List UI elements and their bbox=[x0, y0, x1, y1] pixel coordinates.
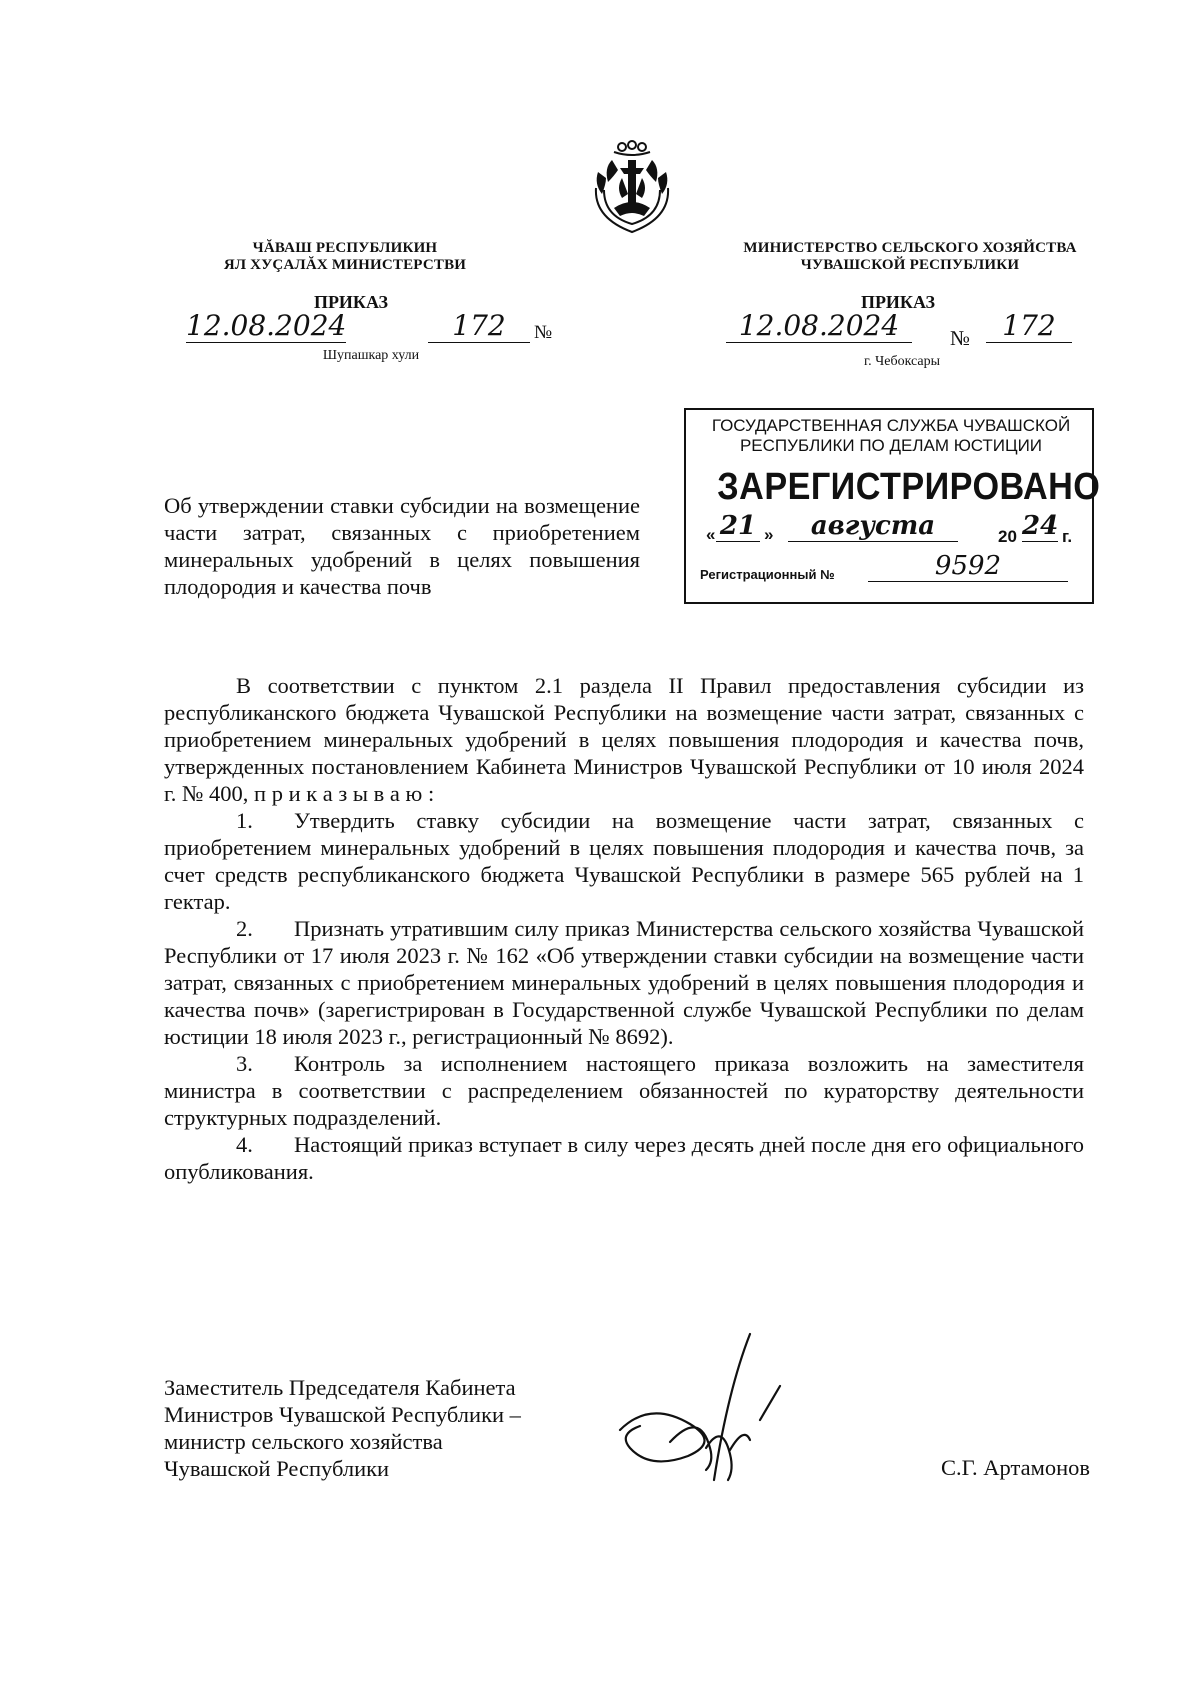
order-item-number: 4. bbox=[236, 1132, 253, 1157]
stamp-year-prefix: 20 bbox=[998, 527, 1017, 546]
stamp-org-line1: ГОСУДАРСТВЕННАЯ СЛУЖБА ЧУВАШСКОЙ bbox=[711, 416, 1071, 435]
stamp-day: 21 bbox=[716, 511, 760, 542]
handwritten-signature bbox=[610, 1330, 800, 1490]
left-number-sign: № bbox=[534, 322, 553, 343]
left-order-number: 172 bbox=[428, 310, 530, 343]
order-item bbox=[164, 1050, 1084, 1131]
order-subject: Об утверждении ставки субсидии на возмещение части затрат, связанных с приобретением минеральных удобрений в целях повышения плодородия и качества почв bbox=[164, 493, 640, 599]
signatory-position-line4: Чувашской Республики bbox=[164, 1456, 390, 1481]
order-item-text: Признать утратившим силу приказ Министерства сельского хозяйства Чувашской Республики от 17 июля 2023 г. № 162 «Об утверждении ставки субсидии на возмещение части затрат, связанных с приобретением минеральных удобрений в целях повышения плодородия и качества почв» (зарегистрирован в Государственной службе Чувашской Республики по делам юстиции 18 июля 2023 г., регистрационный № 8692). bbox=[164, 916, 1084, 1049]
right-order-number: 172 bbox=[986, 310, 1072, 343]
order-item-number: 3. bbox=[236, 1051, 253, 1076]
stamp-reg-label: Регистрационный № bbox=[700, 567, 835, 582]
right-city: г. Чебоксары bbox=[863, 354, 941, 369]
signatory-name: С.Г. Артамонов bbox=[940, 1455, 1090, 1480]
stamp-date-row: « 21 » августа 20 24 г. bbox=[706, 511, 1073, 546]
stamp-year-unit: г. bbox=[1062, 527, 1073, 546]
right-order-title: ПРИКАЗ bbox=[860, 292, 936, 312]
stamp-status: ЗАРЕГИСТРИРОВАНО bbox=[717, 466, 1101, 508]
stamp-org-line2: РЕСПУБЛИКИ ПО ДЕЛАМ ЮСТИЦИИ bbox=[739, 436, 1043, 455]
preamble-text: В соответствии с пунктом 2.1 раздела II Правил предоставления субсидии из республиканского бюджета Чувашской Республики на возмещение части затрат, связанных с приобретением минеральных удобрений в целях повышения плодородия и качества почв, утвержденных постановлением Кабинета Министров Чувашской Республики от 10 июля 2024 г. № 400, п р и к а з ы в а ю : bbox=[164, 673, 1084, 806]
order-body bbox=[164, 672, 1084, 1185]
left-order-date: 12.08.2024 bbox=[186, 309, 347, 342]
stamp-reg-number: 9592 bbox=[868, 551, 1068, 582]
right-org-name-line1: МИНИСТЕРСТВО СЕЛЬСКОГО ХОЗЯЙСТВА bbox=[743, 240, 1077, 256]
right-org-name-line2: ЧУВАШСКОЙ РЕСПУБЛИКИ bbox=[800, 257, 1020, 273]
order-item bbox=[164, 807, 1084, 915]
stamp-reg-row bbox=[698, 551, 1084, 587]
order-item-text: Контроль за исполнением настоящего приказа возложить на заместителя министра в соответствии с распределением обязанностей по кураторству деятельности структурных подразделений. bbox=[164, 1051, 1084, 1130]
left-city: Шупашкар хули bbox=[322, 348, 420, 363]
preamble-paragraph bbox=[164, 672, 1084, 807]
right-number-sign: № bbox=[950, 326, 971, 350]
signatory-position-line1: Заместитель Председателя Кабинета bbox=[164, 1375, 516, 1400]
registration-stamp bbox=[684, 408, 1101, 604]
order-item-text: Настоящий приказ вступает в силу через десять дней после дня его официального опубликования. bbox=[164, 1132, 1084, 1184]
left-order-title: ПРИКАЗ bbox=[313, 292, 389, 312]
stamp-month: августа bbox=[788, 511, 958, 542]
order-item bbox=[164, 915, 1084, 1050]
order-item-number: 2. bbox=[236, 916, 253, 941]
signatory-position-line2: Министров Чувашской Республики – bbox=[164, 1402, 521, 1427]
right-order-date: 12.08.2024 bbox=[726, 310, 912, 343]
left-org-name-line1: ЧĂВАШ РЕСПУБЛИКИН bbox=[252, 240, 438, 256]
left-org-name-line2: ЯЛ ХУÇАЛĂХ МИНИСТЕРСТВИ bbox=[223, 257, 467, 273]
signatory-position-line3: министр сельского хозяйства bbox=[164, 1429, 443, 1454]
order-item bbox=[164, 1131, 1084, 1185]
coat-of-arms-emblem bbox=[584, 138, 680, 238]
signatory-position bbox=[164, 1374, 584, 1482]
stamp-year-suffix: 24 bbox=[1022, 511, 1059, 541]
order-item-text: Утвердить ставку субсидии на возмещение части затрат, связанных с приобретением минеральных удобрений в целях повышения плодородия и качества почв, за счет средств республиканского бюджета Чувашской Республики в размере 565 рублей на 1 гектар. bbox=[164, 808, 1084, 914]
order-item-number: 1. bbox=[236, 808, 253, 833]
